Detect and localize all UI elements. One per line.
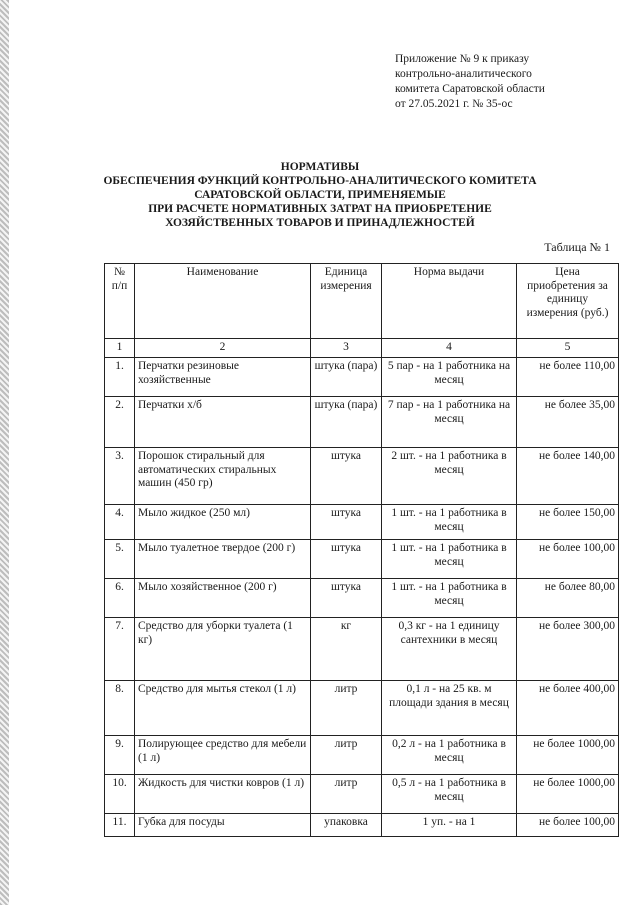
column-number: 2 <box>135 339 311 358</box>
cell-price: не более 80,00 <box>517 579 619 618</box>
header-norm: Норма выдачи <box>382 264 517 339</box>
cell-price: не более 400,00 <box>517 681 619 736</box>
cell-norm: 1 шт. - на 1 работника в месяц <box>382 579 517 618</box>
heading-line: НОРМАТИВЫ <box>280 161 360 173</box>
cell-number: 1. <box>105 358 135 397</box>
header-name: Наименование <box>135 264 311 339</box>
table-row <box>105 397 619 448</box>
heading-line: ОБЕСПЕЧЕНИЯ ФУНКЦИЙ КОНТРОЛЬНО-АНАЛИТИЧЕСКОГО КОМИТЕТА <box>103 175 537 187</box>
cell-price: не более 35,00 <box>517 397 619 448</box>
cell-number: 4. <box>105 505 135 540</box>
table-row <box>105 579 619 618</box>
cell-norm: 5 пар - на 1 работника на месяц <box>382 358 517 397</box>
column-number: 1 <box>105 339 135 358</box>
table-row <box>105 736 619 775</box>
cell-unit: литр <box>311 775 382 814</box>
cell-price: не более 1000,00 <box>517 736 619 775</box>
heading-line: ПРИ РАСЧЕТЕ НОРМАТИВНЫХ ЗАТРАТ НА ПРИОБРЕТЕНИЕ <box>148 203 492 215</box>
cell-price: не более 110,00 <box>517 358 619 397</box>
cell-unit: штука <box>311 448 382 505</box>
appendix-line: контрольно-аналитического <box>395 68 532 80</box>
cell-unit: штука (пара) <box>311 358 382 397</box>
cell-price: не более 1000,00 <box>517 775 619 814</box>
norms-table <box>104 263 619 837</box>
cell-name: Мыло хозяйственное (200 г) <box>135 579 311 618</box>
cell-unit: штука <box>311 505 382 540</box>
cell-unit: штука <box>311 540 382 579</box>
appendix-line: Приложение № 9 к приказу <box>395 53 530 65</box>
cell-norm: 2 шт. - на 1 работника в месяц <box>382 448 517 505</box>
cell-number: 5. <box>105 540 135 579</box>
table-row <box>105 814 619 837</box>
table-row <box>105 448 619 505</box>
cell-unit: литр <box>311 736 382 775</box>
column-number: 4 <box>382 339 517 358</box>
cell-number: 9. <box>105 736 135 775</box>
column-number: 5 <box>517 339 619 358</box>
appendix-line: от 27.05.2021 г. № 35-ос <box>395 98 513 110</box>
scan-margin-strip <box>0 0 9 905</box>
table-row <box>105 505 619 540</box>
cell-name: Перчатки х/б <box>135 397 311 448</box>
table-row <box>105 540 619 579</box>
cell-norm: 1 уп. - на 1 <box>382 814 517 837</box>
cell-name: Перчатки резиновые хозяйственные <box>135 358 311 397</box>
header-number: № п/п <box>105 264 135 339</box>
cell-number: 7. <box>105 618 135 681</box>
cell-unit: упаковка <box>311 814 382 837</box>
cell-number: 2. <box>105 397 135 448</box>
heading-line: ХОЗЯЙСТВЕННЫХ ТОВАРОВ И ПРИНАДЛЕЖНОСТЕЙ <box>165 217 475 229</box>
cell-number: 3. <box>105 448 135 505</box>
header-unit: Единица измерения <box>311 264 382 339</box>
cell-unit: литр <box>311 681 382 736</box>
cell-number: 10. <box>105 775 135 814</box>
cell-price: не более 100,00 <box>517 540 619 579</box>
cell-name: Порошок стиральный для автоматических стиральных машин (450 гр) <box>135 448 311 505</box>
cell-name: Полирующее средство для мебели (1 л) <box>135 736 311 775</box>
table-header-row <box>105 264 619 339</box>
cell-norm: 0,3 кг - на 1 единицу сантехники в месяц <box>382 618 517 681</box>
cell-unit: кг <box>311 618 382 681</box>
appendix-note <box>395 52 610 112</box>
cell-price: не более 300,00 <box>517 618 619 681</box>
cell-unit: штука <box>311 579 382 618</box>
table-row <box>105 681 619 736</box>
cell-norm: 0,1 л - на 25 кв. м площади здания в месяц <box>382 681 517 736</box>
column-number: 3 <box>311 339 382 358</box>
cell-price: не более 140,00 <box>517 448 619 505</box>
cell-price: не более 100,00 <box>517 814 619 837</box>
cell-name: Средство для мытья стекол (1 л) <box>135 681 311 736</box>
cell-price: не более 150,00 <box>517 505 619 540</box>
cell-name: Мыло жидкое (250 мл) <box>135 505 311 540</box>
table-row <box>105 618 619 681</box>
column-number-row <box>105 339 619 358</box>
cell-name: Губка для посуды <box>135 814 311 837</box>
table-row <box>105 775 619 814</box>
cell-norm: 1 шт. - на 1 работника в месяц <box>382 505 517 540</box>
cell-number: 6. <box>105 579 135 618</box>
appendix-line: комитета Саратовской области <box>395 83 545 95</box>
cell-name: Жидкость для чистки ковров (1 л) <box>135 775 311 814</box>
header-price: Цена приобретения за единицу измерения (руб.) <box>517 264 619 339</box>
table-label: Таблица № 1 <box>544 240 610 254</box>
heading-line: САРАТОВСКОЙ ОБЛАСТИ, ПРИМЕНЯЕМЫЕ <box>194 189 446 201</box>
cell-norm: 7 пар - на 1 работника на месяц <box>382 397 517 448</box>
cell-norm: 0,2 л - на 1 работника в месяц <box>382 736 517 775</box>
cell-name: Средство для уборки туалета (1 кг) <box>135 618 311 681</box>
cell-number: 11. <box>105 814 135 837</box>
cell-number: 8. <box>105 681 135 736</box>
cell-name: Мыло туалетное твердое (200 г) <box>135 540 311 579</box>
table-row <box>105 358 619 397</box>
cell-unit: штука (пара) <box>311 397 382 448</box>
cell-norm: 0,5 л - на 1 работника в месяц <box>382 775 517 814</box>
document-heading <box>40 160 600 230</box>
cell-norm: 1 шт. - на 1 работника в месяц <box>382 540 517 579</box>
